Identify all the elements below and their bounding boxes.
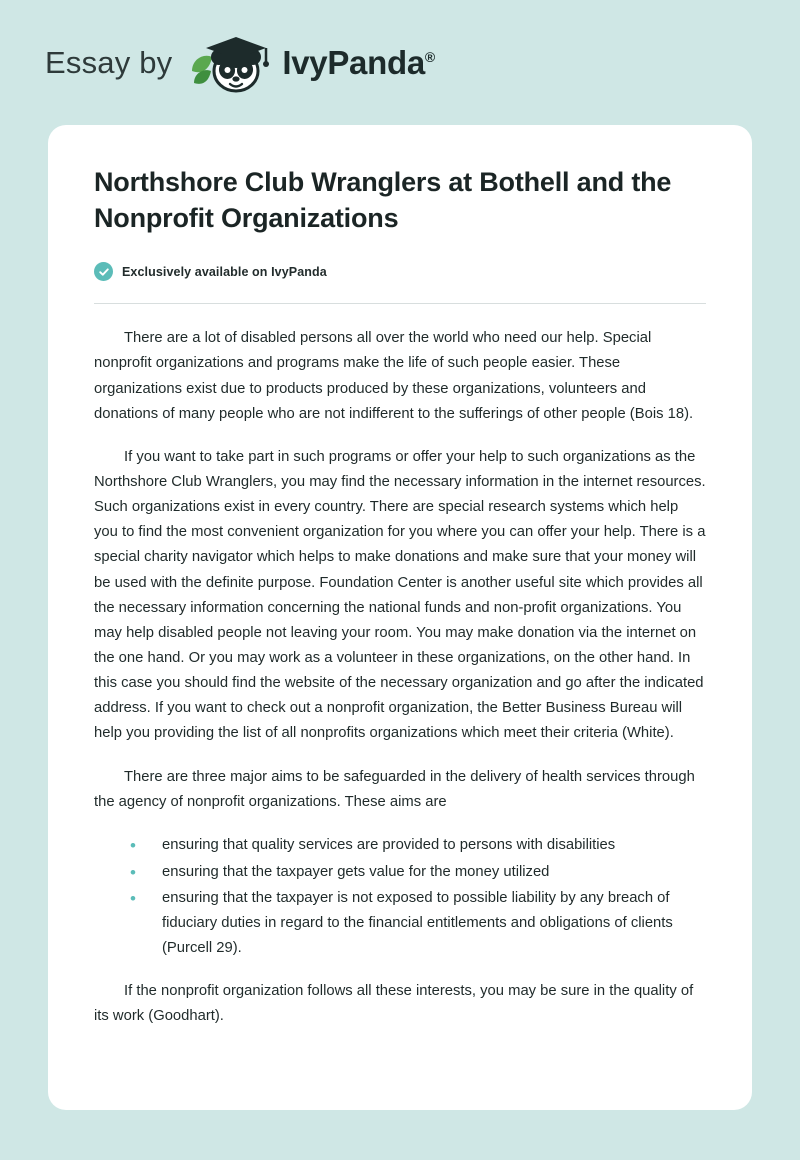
list-item: • ensuring that quality services are provided to persons with disabilities	[110, 833, 706, 858]
brand-wordmark	[282, 44, 435, 82]
panda-graduate-icon	[186, 31, 278, 95]
essay-card-content	[76, 165, 724, 1029]
ivypanda-logo[interactable]	[186, 31, 435, 95]
title-divider	[94, 303, 706, 304]
list-item: • ensuring that the taxpayer gets value for the money utilized	[110, 860, 706, 885]
exclusive-badge-label: Exclusively available on IvyPanda	[122, 264, 327, 279]
aims-list	[94, 833, 706, 961]
check-circle-icon	[94, 262, 113, 281]
essay-card	[48, 125, 752, 1110]
essay-by-label: Essay by	[45, 44, 173, 80]
brand-name-text: IvyPanda	[282, 43, 425, 81]
list-item: • ensuring that the taxpayer is not exposed to possible liability by any breach of fiduciary duties in regard to the financial entitlements and obligations of clients (Purcell 29).	[110, 886, 706, 961]
brand-trademark: ®	[424, 48, 435, 65]
paragraph-3: There are three major aims to be safeguarded in the delivery of health services through the agency of nonprofit organizations. These aims are	[94, 768, 695, 810]
page-title: Northshore Club Wranglers at Bothell and the Nonprofit Organizations	[94, 167, 672, 233]
closing-paragraph: If the nonprofit organization follows all these interests, you may be sure in the quality of its work (Goodhart).	[94, 983, 694, 1025]
paragraph-2: If you want to take part in such programs or offer your help to such organizations as the Northshore Club Wranglers, you may find the necessary information in the internet resources. Such organizations exist in every country. There are special research systems which help you to find the most convenient organization for you where you can offer your help. There is a special charity navigator which helps to make donations and make sure that your money will be used with the definite purpose. Foundation Center is another useful site which provides all the necessary information concerning the national funds and non-profit organizations. You may help disabled people not leaving your room. You may make donation via the internet on the one hand. Or you may work as a volunteer in these organizations, on the other hand. In this case you should find the website of the necessary organization and go after the indicated address. If you want to check out a nonprofit organization, the Better Business Bureau will help you providing the list of all nonprofits organizations which meet their criteria (White).	[94, 448, 706, 742]
exclusive-badge	[94, 262, 706, 281]
brand-header	[0, 0, 800, 125]
paragraph-1: There are a lot of disabled persons all over the world who need our help. Special nonprofit organizations and programs make the life of such people easier. These organizations exist due to products produced by these organizations, volunteers and donations of many people who are not indifferent to the sufferings of other people (Bois 18).	[94, 330, 694, 422]
